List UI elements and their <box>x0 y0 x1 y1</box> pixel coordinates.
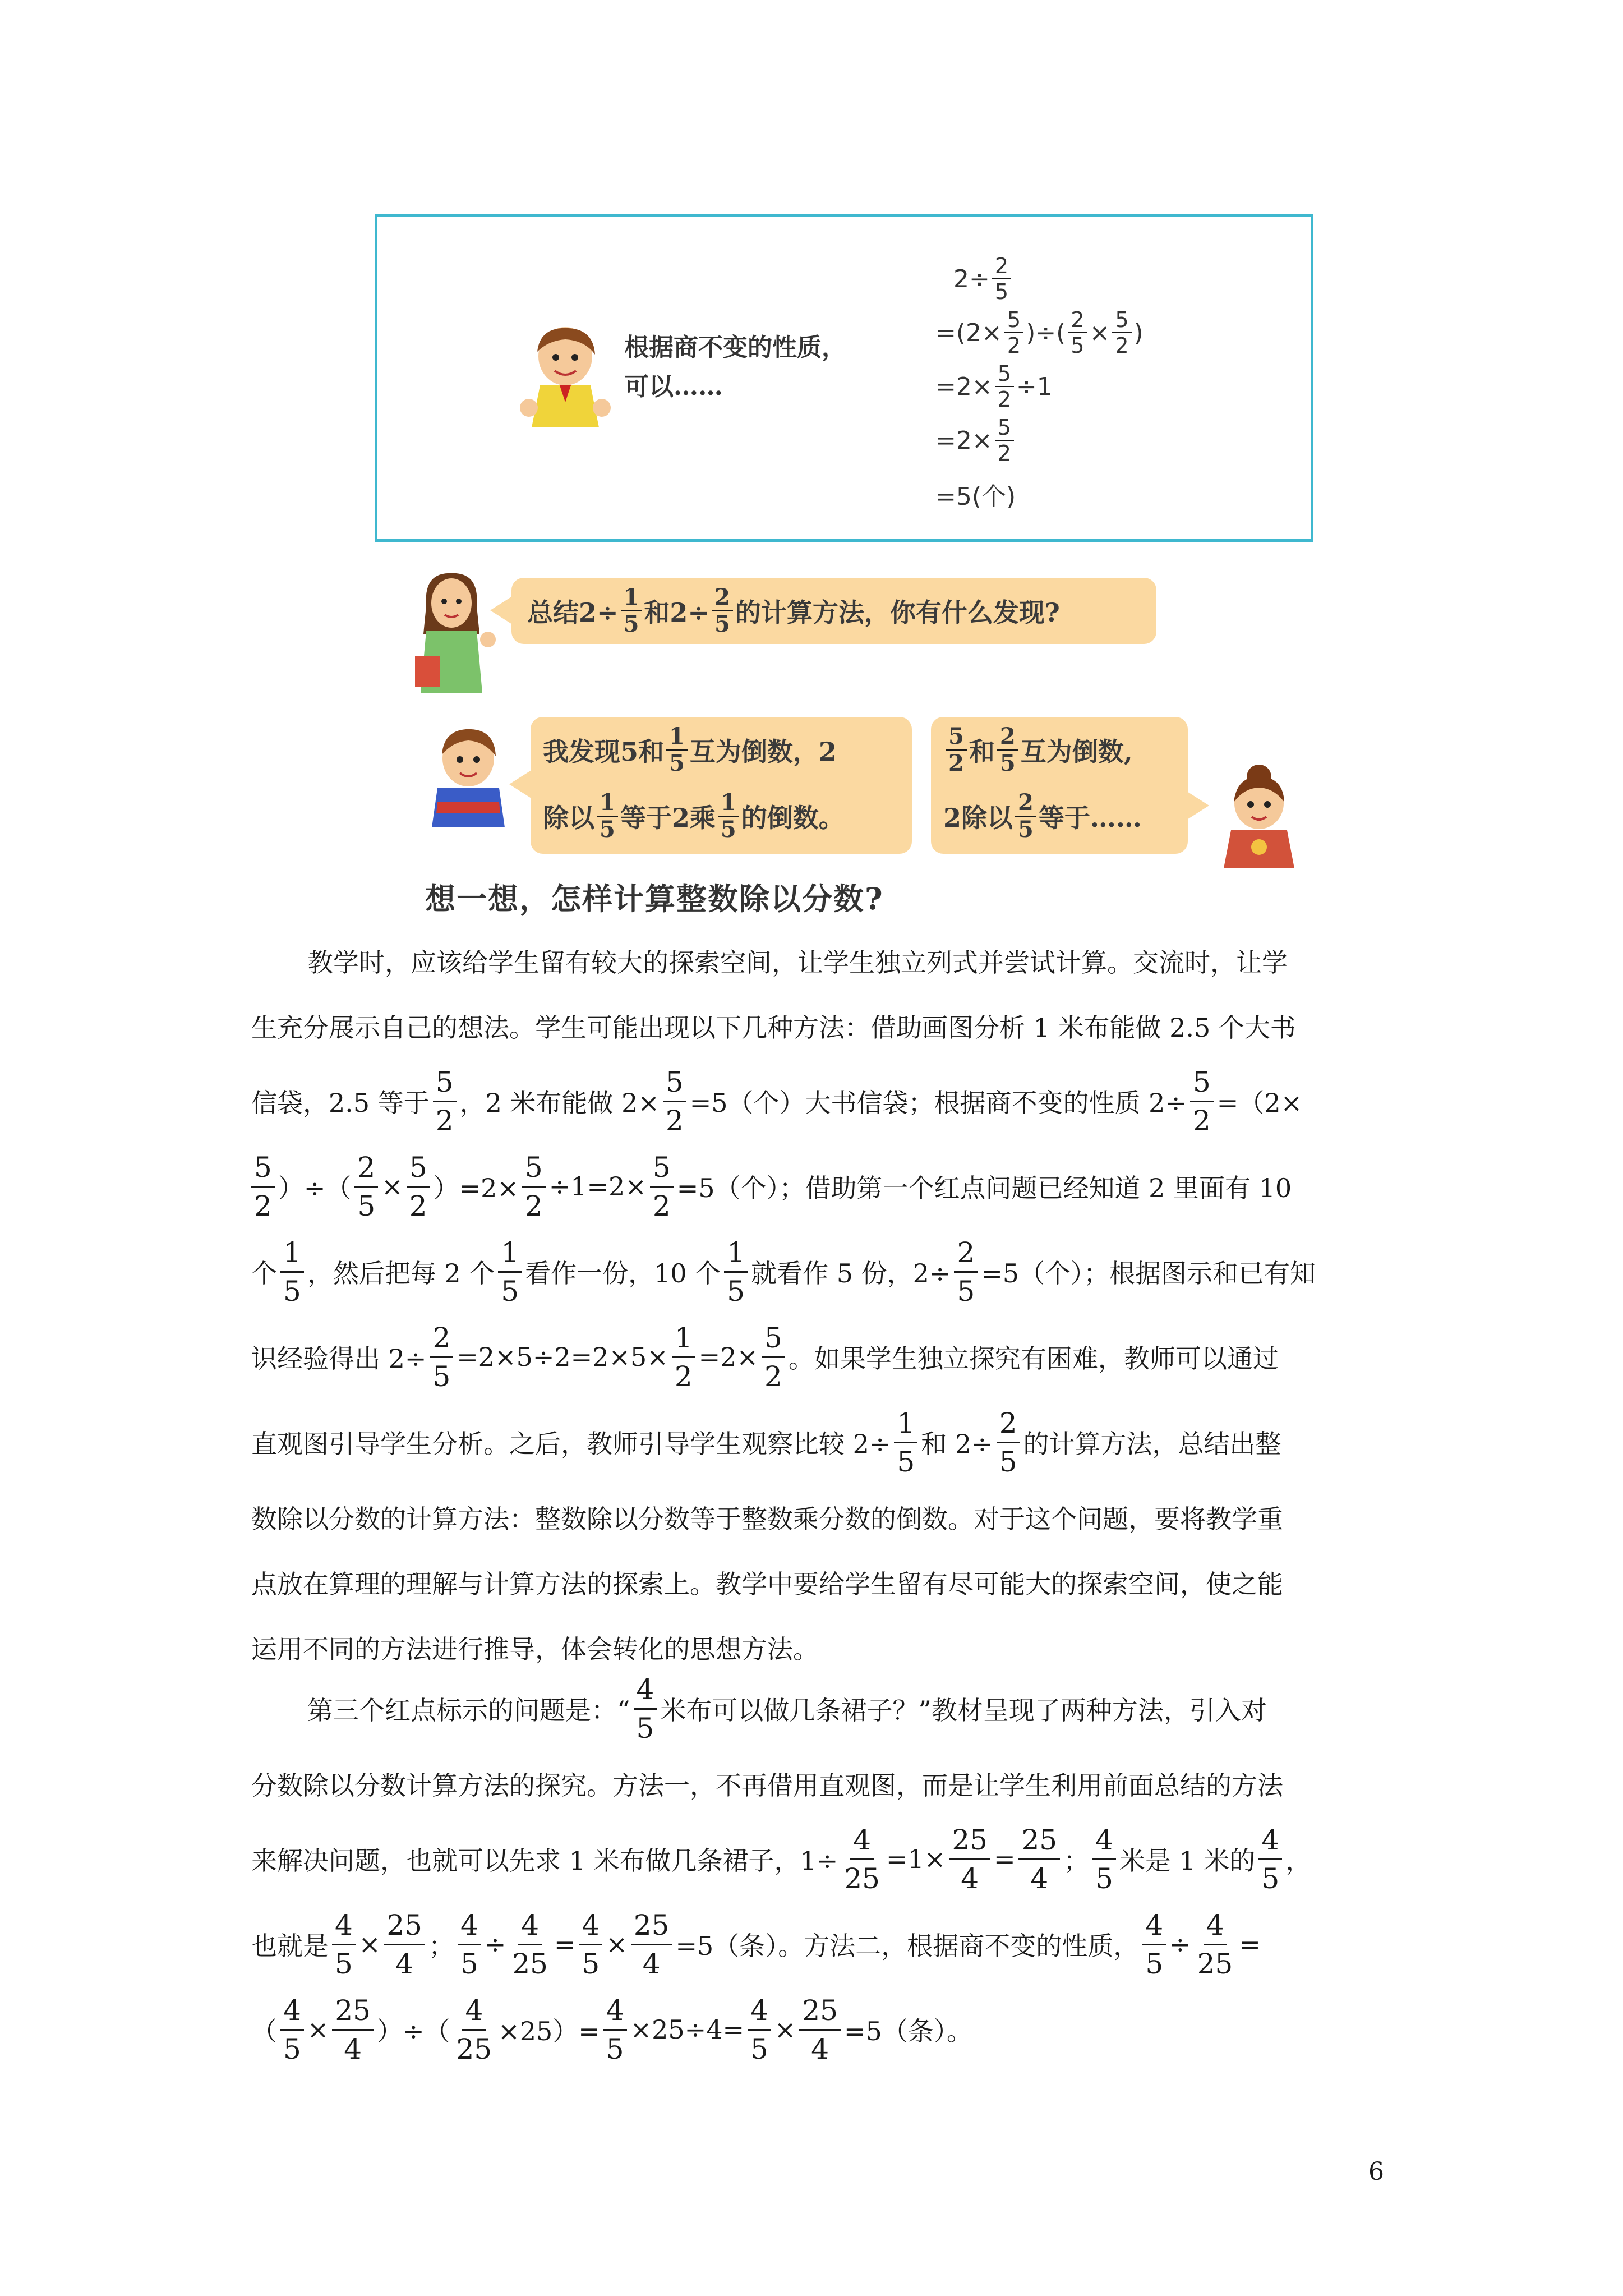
bubble-text: 的计算方法，你有什么发现? <box>735 597 1060 628</box>
fraction: $\frac{4}{5}$ <box>1142 1911 1166 1978</box>
fraction: $\frac{4}{25}$ <box>844 1823 880 1895</box>
step-text: ) <box>1133 318 1144 347</box>
boy-student-icon <box>421 724 516 830</box>
step-row <box>935 306 1144 360</box>
fraction: $\frac{2}{5}$ <box>712 586 733 636</box>
fraction: 1 5 <box>718 792 739 841</box>
step-text: =(2× <box>935 318 1002 347</box>
text-line: 生充分展示自己的想法。学生可能出现以下几种方法：借助画图分析 1 米布能做 2.5 个大书 <box>251 1013 1296 1043</box>
text-line: 第三个红点标示的问题是：“ 4 5 米布可以做几条裙子？”教材呈现了两种方法，引入对 <box>307 1673 1267 1745</box>
step-row <box>935 467 1144 521</box>
fraction: $\frac{4}{25}$ <box>1197 1908 1233 1980</box>
fraction: $\frac{5}{2}$ <box>1190 1068 1214 1135</box>
fraction: $\frac{4}{5}$ <box>458 1911 481 1978</box>
fraction: $\frac{4}{5}$ <box>603 1996 627 2063</box>
text-line: 教学时，应该给学生留有较大的探索空间，让学生独立列式并尝试计算。交流时，让学 <box>307 947 1288 978</box>
fraction: $\frac{2}{5}$ <box>354 1153 378 1220</box>
step-text: × <box>1089 318 1110 347</box>
fraction: $\frac{1}{5}$ <box>894 1409 917 1476</box>
fraction: 5 2 <box>251 1153 275 1220</box>
bubble-line: 我发现5和 1 5 互为倒数，2 <box>543 723 837 776</box>
fraction: $\frac{2}{5}$ <box>430 1324 453 1391</box>
text-line: 也就是 $\frac{4}{5}$ × $\frac{25}{4}$ ； $\frac{4}{5}$ ÷ $\frac{4}{25}$ = $\frac{4}{5}$ × $\frac{25}{4}$ =5（条）。方法二，根据商不变的性质， $\frac{4}{5}$ ÷ $\frac{4}{25}$ = <box>251 1908 1261 1980</box>
text-line: 5 2 ）÷（ $\frac{2}{5}$ × $\frac{5}{2}$ ）=2× $\frac{5}{2}$ ÷1=2× $\frac{5}{2}$ =5（个）；借助第一个红点问题已经知道 2 里面有 10 <box>251 1144 1393 1229</box>
fraction: $\frac{4}{5}$ <box>748 1996 771 2063</box>
fraction: 2 5 <box>997 725 1018 775</box>
fraction: $\frac{5}{2}$ <box>407 1153 430 1220</box>
boy-speech-bubble <box>531 717 912 854</box>
girl-student-icon <box>1211 763 1307 869</box>
fraction: $\frac{5}{2}$ <box>1112 309 1131 356</box>
text-line: 分数除以分数计算方法的探究。方法一，不再借用直观图，而是让学生利用前面总结的方法 <box>251 1770 1283 1801</box>
step-text: =2× <box>935 372 993 401</box>
fraction: $\frac{5}{2}$ <box>995 417 1014 464</box>
fraction: $\frac{25}{4}$ <box>799 1996 841 2063</box>
fraction: $\frac{25}{4}$ <box>384 1911 425 1978</box>
step-text: 2÷ <box>953 264 990 293</box>
text-line: 信袋，2.5 等于 5 2 ，2 米布能做 2× $\frac{5}{2}$ =5（个）大书信袋；根据商不变的性质 2÷ $\frac{5}{2}$ =（2× <box>251 1065 1303 1137</box>
teacher-speech-bubble <box>511 578 1156 644</box>
fraction: 4 5 <box>634 1676 657 1742</box>
example-note: 根据商不变的性质，可以…… <box>624 333 846 401</box>
bubble-text: 总结2÷ <box>527 597 619 628</box>
fraction: $\frac{25}{4}$ <box>1018 1826 1060 1893</box>
fraction: $\frac{4}{5}$ <box>579 1911 603 1978</box>
bubble-line: 5 2 和 2 5 互为倒数, <box>943 717 1188 783</box>
text-line: 识经验得出 2÷ $\frac{2}{5}$ =2×5÷2=2×5× $\frac{1}{2}$ =2× $\frac{5}{2}$ 。如果学生独立探究有困难，教师可以通过 <box>251 1321 1279 1393</box>
text-line: 数除以分数的计算方法：整数除以分数等于整数乘分数的倒数。对于这个问题，要将教学重 <box>251 1504 1283 1534</box>
fraction: 1 5 <box>724 1239 748 1305</box>
think-prompt: 想一想，怎样计算整数除以分数? <box>425 881 884 917</box>
step-row <box>935 413 1144 467</box>
step-row <box>935 360 1144 413</box>
fraction: $\frac{25}{4}$ <box>631 1911 672 1978</box>
teacher-character-icon <box>404 567 499 696</box>
bubble-text: 和2÷ <box>644 597 709 628</box>
fraction: 5 2 <box>946 725 967 775</box>
fraction: 1 5 <box>666 725 688 775</box>
fraction: $\frac{4}{5}$ <box>280 1996 304 2063</box>
fraction: 4 5 <box>1258 1826 1282 1893</box>
step-text: =5(个) <box>935 482 1016 511</box>
paragraph-teaching <box>251 928 1393 1680</box>
step-text: )÷( <box>1026 318 1066 347</box>
fraction: 1 5 <box>498 1239 522 1305</box>
fraction: $\frac{5}{2}$ <box>650 1153 674 1220</box>
fraction: 5 2 <box>433 1068 457 1135</box>
fraction: $\frac{1}{2}$ <box>672 1324 695 1391</box>
boy-character-icon <box>518 324 613 430</box>
bubble-line: 除以 1 5 等于2乘 1 5 的倒数。 <box>543 789 845 843</box>
fraction: $\frac{5}{2}$ <box>663 1068 686 1135</box>
paragraph-third-question <box>251 1666 1393 2072</box>
fraction: 4 5 <box>1092 1826 1116 1893</box>
fraction: 1 5 <box>280 1239 304 1305</box>
fraction: 2 5 <box>1015 792 1036 841</box>
text-line: 直观图引导学生分析。之后，教师引导学生观察比较 2÷ $\frac{1}{5}$ 和 2÷ $\frac{2}{5}$ 的计算方法，总结出整 <box>251 1406 1281 1478</box>
fraction: $\frac{25}{4}$ <box>332 1996 374 2063</box>
fraction: $\frac{1}{5}$ <box>621 586 642 636</box>
fraction: $\frac{5}{2}$ <box>522 1153 546 1220</box>
example-box <box>375 214 1313 542</box>
fraction: $\frac{4}{5}$ <box>332 1911 356 1978</box>
fraction: $\frac{4}{25}$ <box>512 1908 548 1980</box>
step-text: =2× <box>935 426 993 455</box>
fraction: $\frac{2}{5}$ <box>997 1409 1020 1476</box>
text-line: 运用不同的方法进行推导，体会转化的思想方法。 <box>251 1634 819 1664</box>
text-line: 点放在算理的理解与计算方法的探索上。教学中要给学生留有尽可能大的探索空间，使之能 <box>251 1569 1283 1599</box>
fraction: $\frac{5}{2}$ <box>1004 309 1023 356</box>
step-row <box>935 252 1144 306</box>
fraction: $\frac{5}{2}$ <box>762 1324 785 1391</box>
example-steps <box>935 252 1144 521</box>
bubble-line: 2除以 2 5 等于…… <box>943 789 1142 843</box>
page-number: 6 <box>1368 2157 1384 2186</box>
fraction: 1 5 <box>597 792 618 841</box>
fraction: $\frac{2}{5}$ <box>954 1239 978 1305</box>
text-line: （ $\frac{4}{5}$ × $\frac{25}{4}$ ）÷（ $\frac{4}{25}$ ×25）= $\frac{4}{5}$ ×25÷4= $\frac{4}{5}$ × $\frac{25}{4}$ =5（条）。 <box>251 1994 972 2065</box>
fraction: $\frac{25}{4}$ <box>949 1826 990 1893</box>
step-text: ÷1 <box>1016 372 1053 401</box>
text-line: 来解决问题，也就可以先求 1 米布做几条裙子，1÷ $\frac{4}{25}$ =1× $\frac{25}{4}$ = $\frac{25}{4}$ ； 4 5 米是 1 米的 4 5 ， <box>251 1823 1312 1895</box>
fraction: $\frac{5}{2}$ <box>995 363 1014 410</box>
fraction: $\frac{4}{25}$ <box>456 1994 492 2065</box>
fraction: $\frac{2}{5}$ <box>992 255 1011 302</box>
text-line: 个 1 5 ，然后把每 2 个 1 5 看作一份，10 个 1 5 就看作 5 份，2÷ $\frac{2}{5}$ =5（个）；根据图示和已有知 <box>251 1236 1316 1308</box>
fraction: $\frac{2}{5}$ <box>1068 309 1087 356</box>
girl-speech-bubble <box>931 717 1188 854</box>
